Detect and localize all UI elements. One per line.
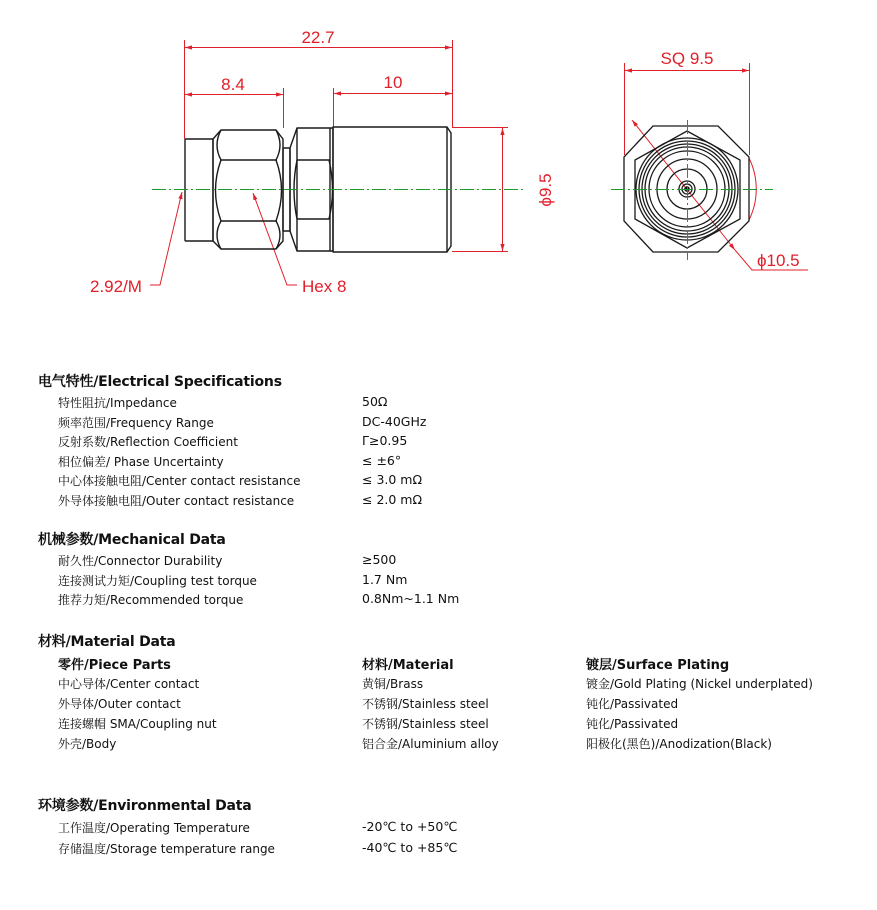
spec-row bbox=[38, 840, 458, 861]
material-name: 铝合金/Aluminium alloy bbox=[362, 737, 499, 751]
front-diameter-label: ϕ10.5 bbox=[757, 251, 800, 270]
plating-name: 钝化/Passivated bbox=[586, 717, 679, 731]
spec-value: ≤ ±6° bbox=[362, 452, 402, 468]
part-name: 外导体/Outer contact bbox=[58, 697, 181, 711]
material-data bbox=[38, 631, 813, 755]
square-size-label: SQ 9.5 bbox=[660, 49, 714, 68]
spec-label: 中心体接触电阻/Center contact resistance bbox=[58, 474, 301, 488]
overall-length-label: 22.7 bbox=[301, 28, 335, 47]
part-name: 外壳/Body bbox=[58, 737, 117, 751]
material-header: 材料/Material bbox=[362, 658, 454, 673]
surface-plating-header: 镀层/Surface Plating bbox=[586, 658, 730, 673]
mechanical-title: 机械参数/Mechanical Data bbox=[38, 532, 226, 548]
spec-label: 频率范围/Frequency Range bbox=[58, 415, 214, 430]
material-name: 不锈钢/Stainless steel bbox=[362, 697, 489, 711]
material-title: 材料/Material Data bbox=[38, 634, 176, 650]
spec-value: 1.7 Nm bbox=[362, 571, 408, 587]
spec-value: ≥500 bbox=[362, 552, 397, 567]
piece-parts-header: 零件/Piece Parts bbox=[58, 658, 171, 673]
electrical-title: 电气特性/Electrical Specifications bbox=[38, 374, 282, 390]
spec-row bbox=[38, 591, 460, 611]
spec-label: 反射系数/Reflection Coefficient bbox=[58, 435, 238, 449]
mechanical-data bbox=[38, 529, 460, 611]
technical-drawing bbox=[0, 0, 877, 320]
environmental-title: 环境参数/Environmental Data bbox=[38, 798, 252, 814]
spec-value: 50Ω bbox=[362, 394, 388, 409]
material-header-row bbox=[38, 654, 730, 675]
material-row bbox=[38, 675, 813, 695]
hex-label: Hex 8 bbox=[302, 277, 347, 296]
spec-row bbox=[38, 472, 423, 492]
part-name: 中心导体/Center contact bbox=[58, 677, 200, 691]
spec-row bbox=[38, 394, 388, 414]
material-name: 黄铜/Brass bbox=[362, 677, 424, 691]
spec-label: 特性阻抗/Impedance bbox=[58, 396, 177, 410]
material-row bbox=[38, 735, 772, 755]
plating-name: 钝化/Passivated bbox=[586, 697, 679, 711]
body-length-label: 10 bbox=[383, 73, 403, 92]
coupling-length-label: 8.4 bbox=[221, 75, 245, 94]
spec-row bbox=[38, 413, 427, 434]
spec-label: 推荐力矩/Recommended torque bbox=[58, 593, 244, 607]
body-diameter-label: ϕ9.5 bbox=[536, 173, 555, 207]
spec-value: 0.8Nm~1.1 Nm bbox=[362, 591, 460, 606]
spec-row bbox=[38, 819, 458, 840]
electrical-specifications bbox=[38, 371, 427, 511]
spec-label: 相位偏差/ Phase Uncertainty bbox=[58, 454, 224, 469]
interface-label: 2.92/M bbox=[90, 277, 142, 296]
spec-row bbox=[38, 452, 402, 473]
spec-label: 工作温度/Operating Temperature bbox=[58, 821, 250, 835]
material-row bbox=[38, 695, 679, 715]
spec-label: 外导体接触电阻/Outer contact resistance bbox=[58, 493, 295, 508]
spec-label: 连接测试力矩/Coupling test torque bbox=[58, 573, 257, 588]
spec-value: ≤ 2.0 mΩ bbox=[362, 491, 423, 507]
part-name: 连接螺帽 SMA/Coupling nut bbox=[58, 717, 217, 731]
spec-value: -20℃ to +50℃ bbox=[362, 819, 458, 834]
material-row bbox=[38, 715, 679, 735]
spec-value: -40℃ to +85℃ bbox=[362, 840, 458, 855]
spec-value: ≤ 3.0 mΩ bbox=[362, 472, 423, 487]
plating-name: 阳极化(黑色)/Anodization(Black) bbox=[586, 737, 772, 751]
spec-row bbox=[38, 552, 397, 572]
plating-name: 镀金/Gold Plating (Nickel underplated) bbox=[586, 677, 813, 691]
spec-value: DC-40GHz bbox=[362, 413, 427, 429]
spec-row bbox=[38, 571, 408, 592]
spec-value: Γ≥0.95 bbox=[362, 433, 408, 448]
spec-row bbox=[38, 433, 408, 453]
material-name: 不锈钢/Stainless steel bbox=[362, 717, 489, 731]
spec-label: 存储温度/Storage temperature range bbox=[58, 842, 275, 856]
spec-row bbox=[38, 491, 423, 512]
spec-label: 耐久性/Connector Durability bbox=[58, 554, 223, 568]
environmental-data bbox=[38, 795, 458, 861]
